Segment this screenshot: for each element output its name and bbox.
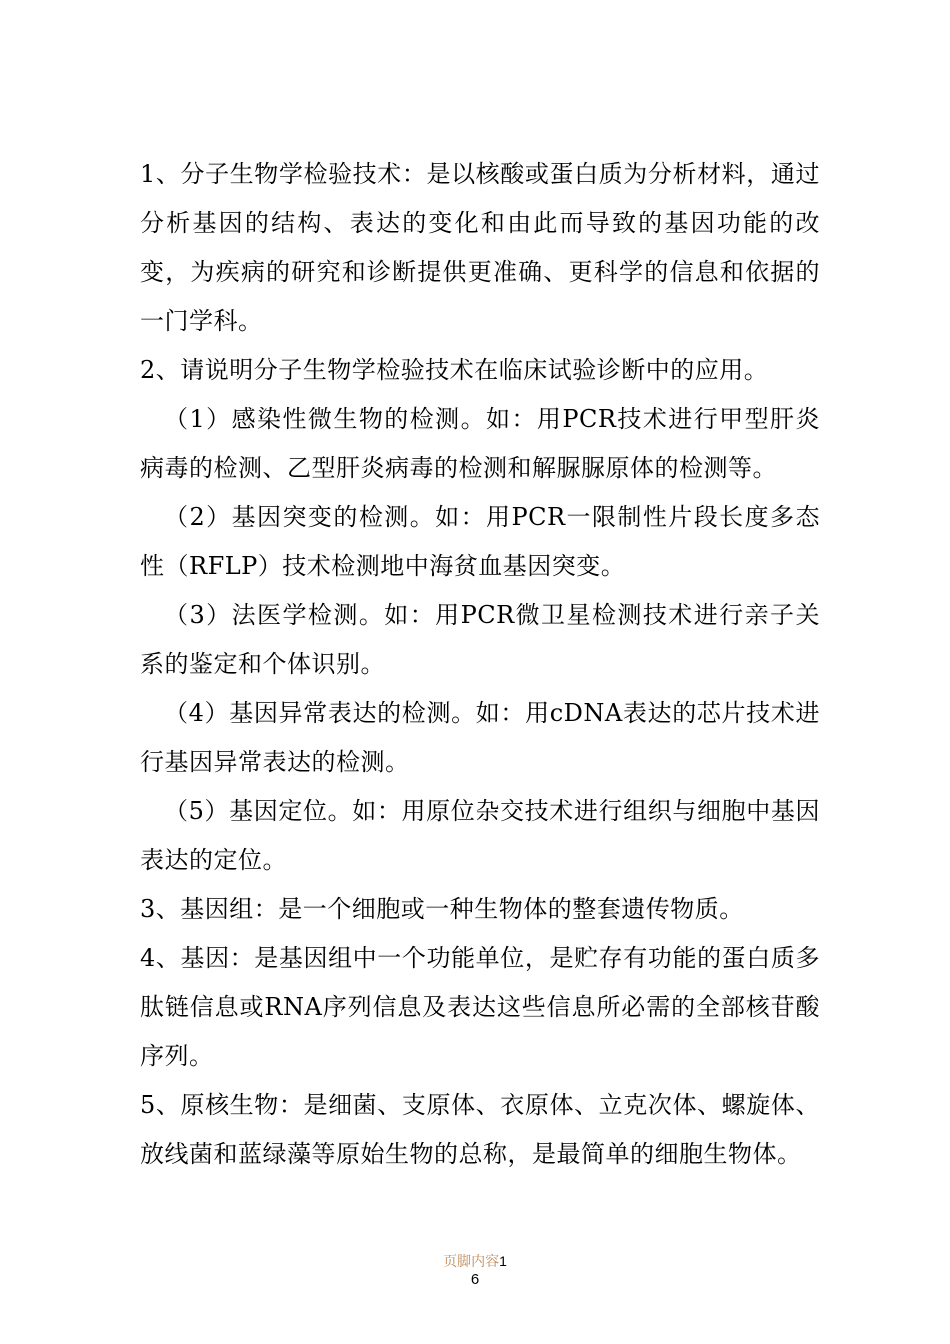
footer-label: 页脚内容	[443, 1254, 500, 1270]
paragraph-definition-molecular-biology-testing: 1、分子生物学检验技术：是以核酸或蛋白质为分析材料，通过分析基因的结构、表达的变化和由此而导致的基因功能的改变，为疾病的研究和诊断提供更准确、更科学的信息和依据的一门学科。	[140, 160, 820, 335]
paragraph-definition-gene: 4、基因：是基因组中一个功能单位，是贮存有功能的蛋白质多肽链信息或RNA序列信息及表达这些信息所必需的全部核苷酸序列。	[140, 944, 820, 1070]
paragraph-application-abnormal-expression: （4）基因异常表达的检测。如：用cDNA表达的芯片技术进行基因异常表达的检测。	[140, 699, 820, 776]
paragraph-definition-genome: 3、基因组：是一个细胞或一种生物体的整套遗传物质。	[140, 895, 744, 923]
paragraph-question-clinical-applications: 2、请说明分子生物学检验技术在临床试验诊断中的应用。	[140, 356, 769, 384]
document-body	[140, 150, 820, 1179]
paragraph-application-gene-mutation: （2）基因突变的检测。如：用PCR一限制性片段长度多态性（RFLP）技术检测地中海贫血基因突变。	[140, 503, 820, 580]
footer-number: 1	[499, 1253, 507, 1269]
page-footer	[0, 1252, 950, 1289]
paragraph-application-gene-localization: （5）基因定位。如：用原位杂交技术进行组织与细胞中基因表达的定位。	[140, 797, 820, 874]
paragraph-application-infectious-microbes: （1）感染性微生物的检测。如：用PCR技术进行甲型肝炎病毒的检测、乙型肝炎病毒的检测和解脲脲原体的检测等。	[140, 405, 820, 482]
page-number: 6	[470, 1271, 480, 1288]
paragraph-definition-prokaryote: 5、原核生物：是细菌、支原体、衣原体、立克次体、螺旋体、放线菌和蓝绿藻等原始生物的总称，是最简单的细胞生物体。	[140, 1091, 820, 1168]
paragraph-application-forensic: （3）法医学检测。如：用PCR微卫星检测技术进行亲子关系的鉴定和个体识别。	[140, 601, 820, 678]
